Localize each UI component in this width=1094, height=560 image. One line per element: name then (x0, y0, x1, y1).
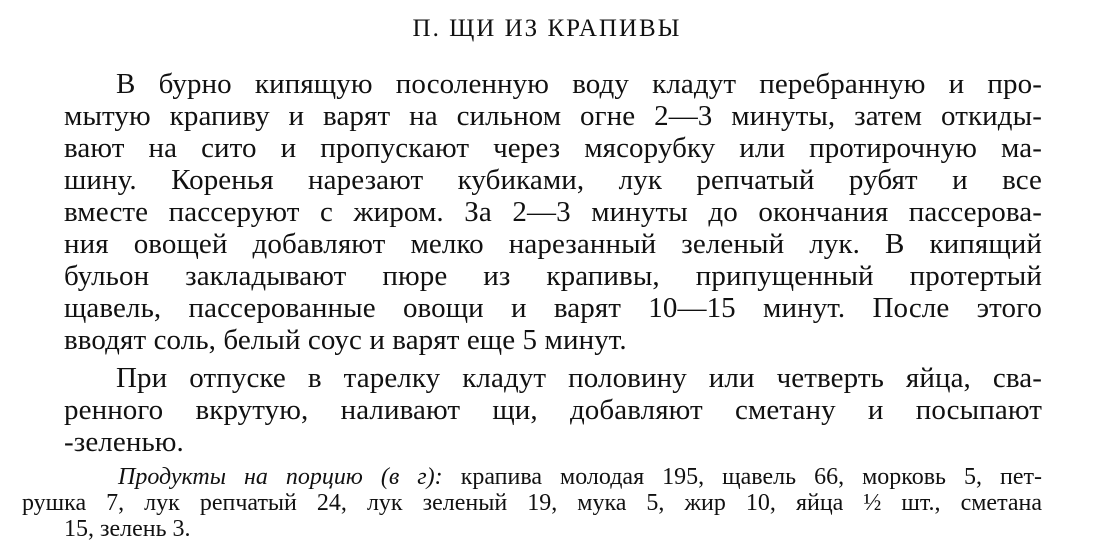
text-line: вводят соль, белый соус и варят еще 5 минут. (64, 324, 627, 356)
text-line: вают на сито и пропускают через мясорубку или протирочную ма- (64, 132, 1042, 164)
text-line: вместе пассеруют с жиром. За 2—3 минуты до окончания пассерова- (64, 196, 1042, 228)
text-line: -зеленью. (64, 426, 184, 458)
text-line: В бурно кипящую посоленную воду кладут перебранную и про- (116, 68, 1042, 100)
ingredients-line: 15, зелень 3. (64, 516, 191, 542)
text-line: бульон закладывают пюре из крапивы, припущенный протертый (64, 260, 1042, 292)
ingredients-text: крапива молодая 195, щавель 66, морковь 5, пет- (460, 464, 1043, 490)
recipe-title: П. ЩИ ИЗ КРАПИВЫ (412, 15, 682, 42)
text-line: При отпуске в тарелку кладут половину или четверть яйца, сва- (116, 362, 1042, 394)
text-line: ренного вкрутую, наливают щи, добавляют сметану и посыпают (64, 394, 1042, 426)
text-line: щавель, пассерованные овощи и варят 10—15 минут. После этого (64, 292, 1042, 324)
text-line: шину. Коренья нарезают кубиками, лук репчатый рубят и все (64, 164, 1042, 196)
ingredients-label: Продукты на порцию (в г): (118, 464, 443, 490)
text-line: мытую крапиву и варят на сильном огне 2—3 минуты, затем откиды- (64, 100, 1042, 132)
ingredients-line: рушка 7, лук репчатый 24, лук зеленый 19, мука 5, жир 10, яйца ½ шт., сметана (22, 490, 1042, 516)
text-line: ния овощей добавляют мелко нарезанный зеленый лук. В кипящий (64, 228, 1042, 260)
ingredients-line (118, 464, 1042, 490)
